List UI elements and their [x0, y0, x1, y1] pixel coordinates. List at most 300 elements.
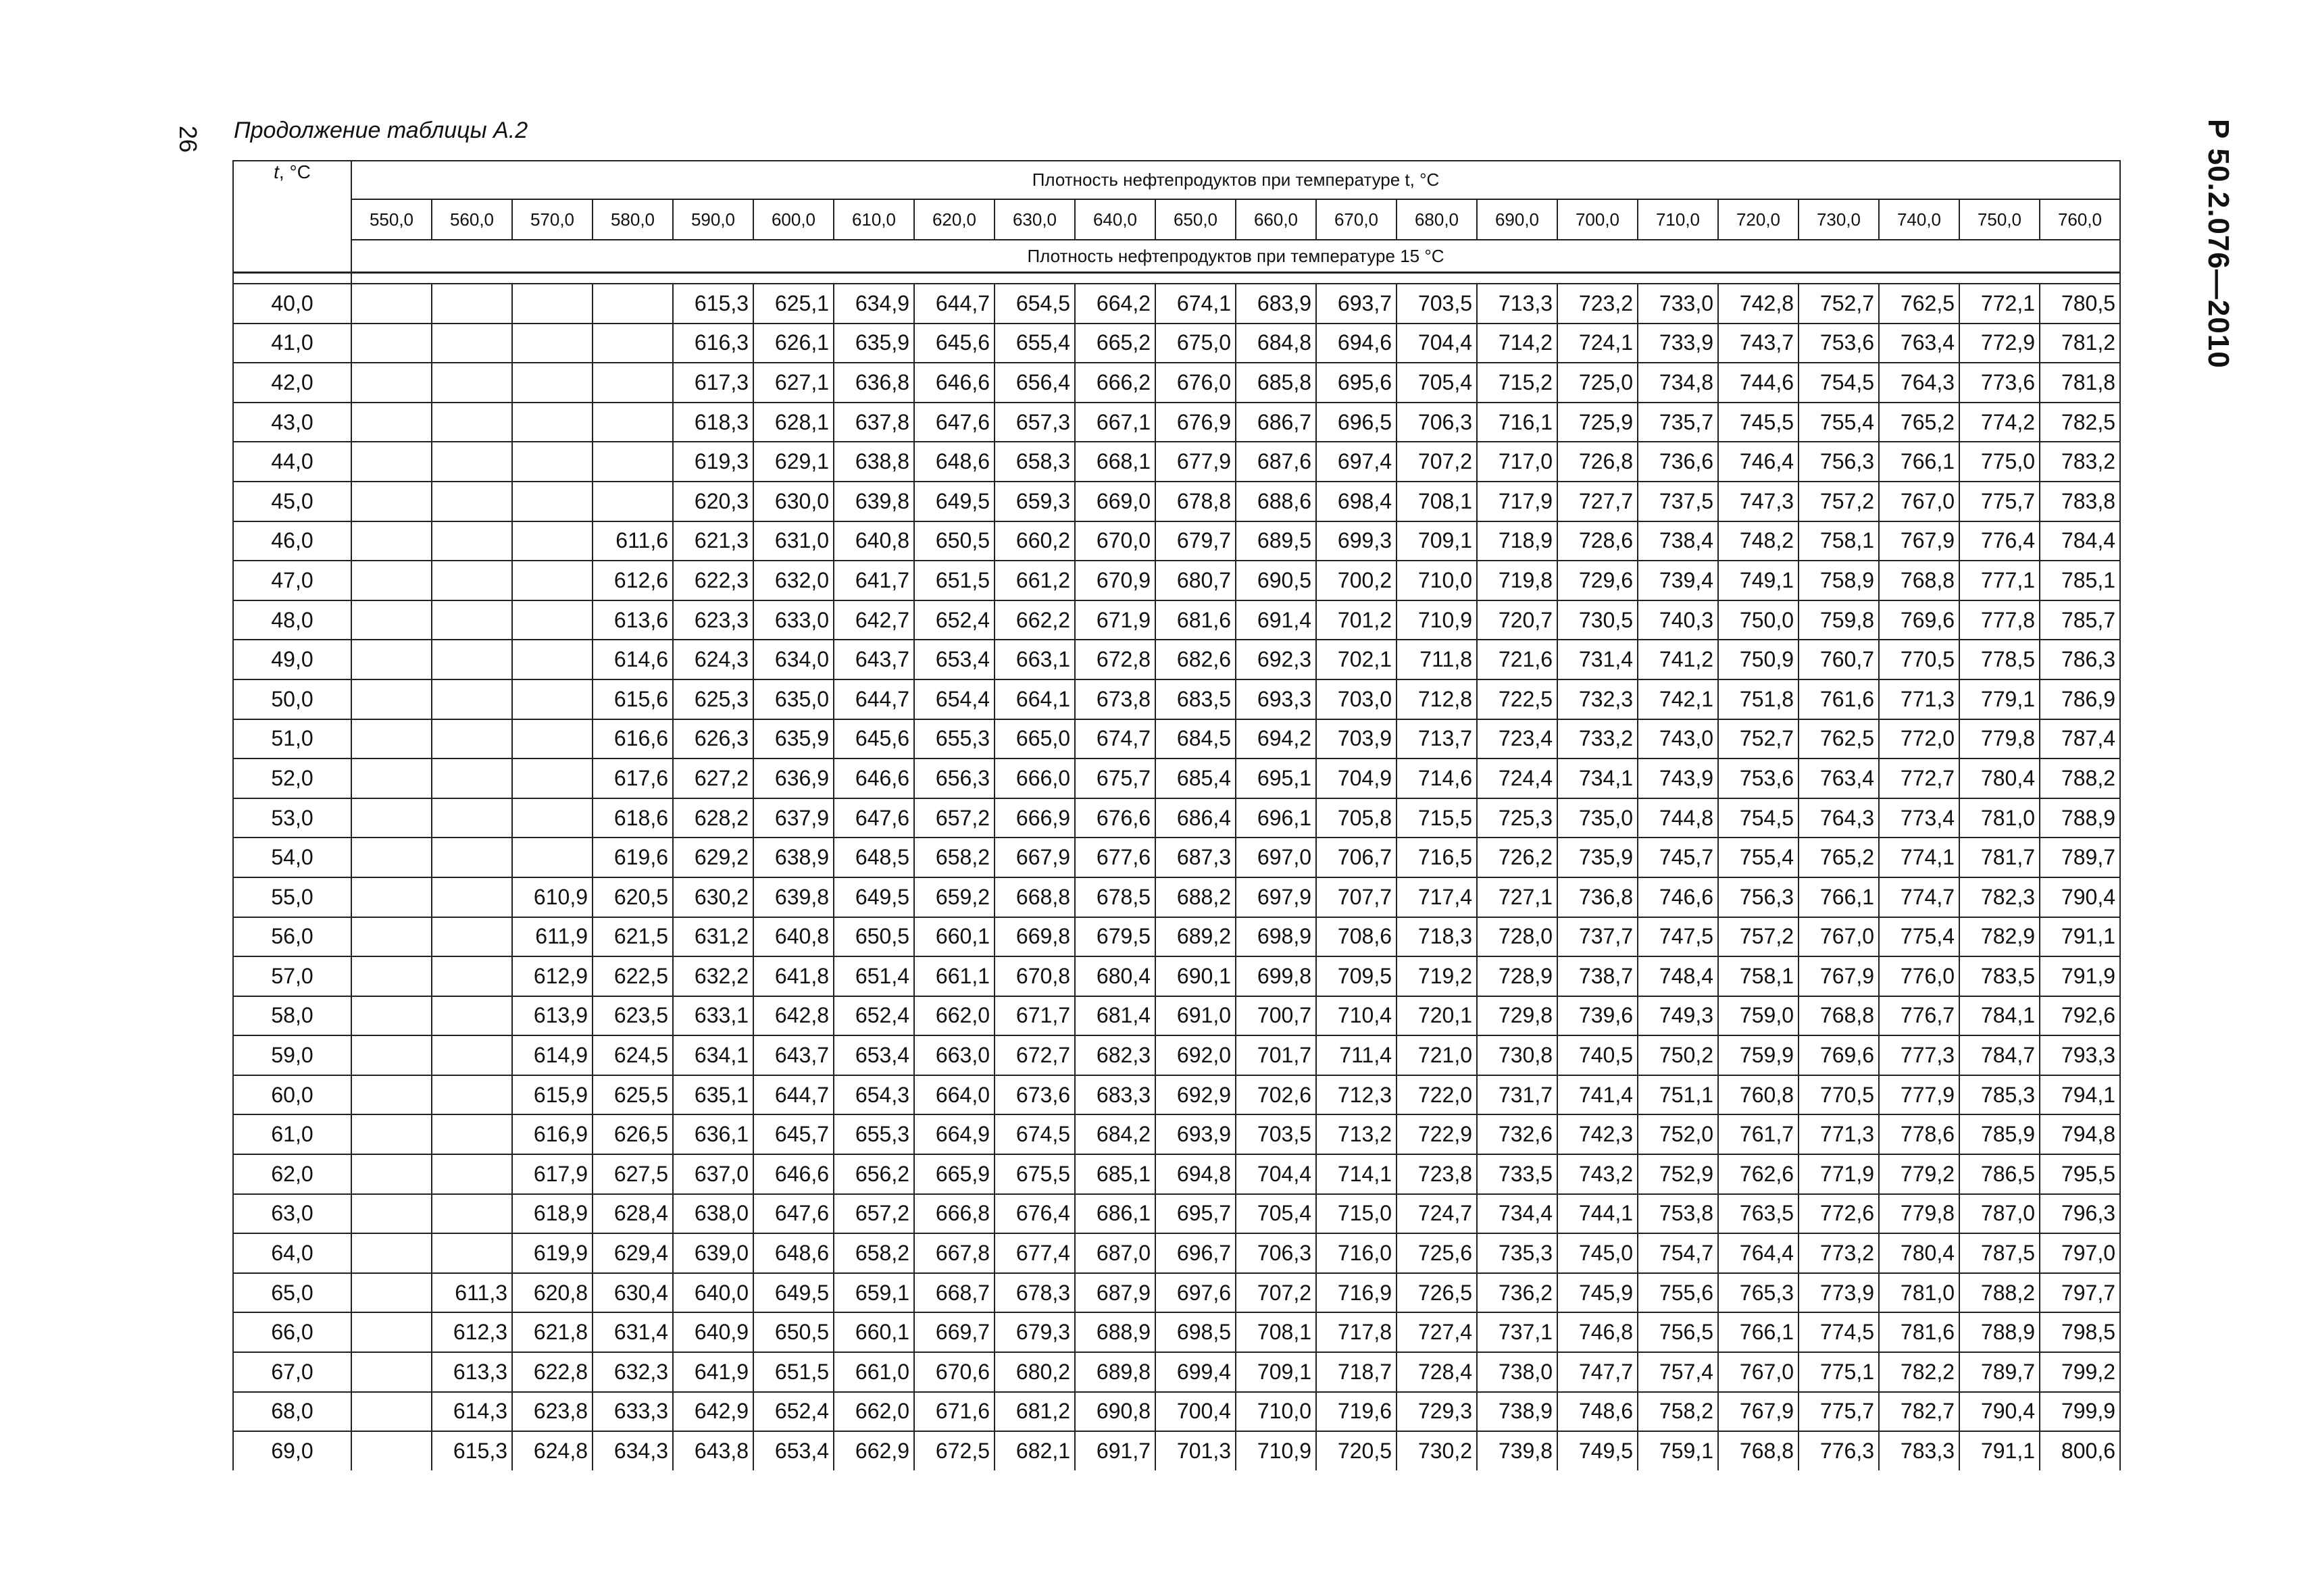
density-cell: 787,5 [1959, 1233, 2040, 1273]
density-cell: 722,9 [1397, 1114, 1477, 1154]
table-caption: Продолжение таблицы А.2 [234, 118, 528, 143]
density-cell [351, 640, 432, 679]
density-cell: 728,4 [1397, 1352, 1477, 1392]
temperature-cell: 49,0 [233, 640, 351, 679]
density-cell: 775,0 [1959, 442, 2040, 482]
density-cell: 729,8 [1477, 996, 1557, 1036]
density-cell: 778,6 [1879, 1114, 1959, 1154]
density-cell: 698,9 [1236, 917, 1316, 957]
density-cell: 632,0 [753, 561, 834, 600]
density-cell: 627,5 [593, 1154, 673, 1194]
density-cell: 743,0 [1638, 719, 1718, 759]
density-cell: 744,6 [1718, 363, 1799, 403]
density-cell: 734,1 [1557, 758, 1638, 798]
table-row [233, 996, 2120, 1036]
density-cell: 672,7 [995, 1035, 1075, 1075]
density-cell: 680,2 [995, 1352, 1075, 1392]
density-cell: 629,2 [673, 838, 753, 877]
density-cell: 691,4 [1236, 600, 1316, 640]
density-cell: 712,3 [1316, 1075, 1397, 1115]
temperature-cell: 51,0 [233, 719, 351, 759]
density-cell: 666,9 [995, 798, 1075, 838]
density-cell: 640,8 [834, 521, 914, 561]
density-cell: 750,9 [1718, 640, 1799, 679]
density-cell: 716,9 [1316, 1273, 1397, 1313]
density-cell: 786,9 [2040, 679, 2120, 719]
density-cell: 637,8 [834, 403, 914, 442]
density-cell: 760,7 [1799, 640, 1879, 679]
density-cell: 663,1 [995, 640, 1075, 679]
density-cell: 759,8 [1799, 600, 1879, 640]
density-cell: 751,1 [1638, 1075, 1718, 1115]
density-cell: 693,3 [1236, 679, 1316, 719]
density-cell: 724,7 [1397, 1194, 1477, 1234]
density-cell: 685,1 [1075, 1154, 1155, 1194]
page-number: 26 [174, 126, 202, 153]
density-cell: 660,2 [995, 521, 1075, 561]
density-cell: 634,0 [753, 640, 834, 679]
density-cell: 704,4 [1397, 324, 1477, 363]
density-cell: 721,0 [1397, 1035, 1477, 1075]
density-cell: 664,9 [914, 1114, 995, 1154]
table-row [233, 1075, 2120, 1115]
density-cell: 738,4 [1638, 521, 1718, 561]
density-cell: 648,6 [753, 1233, 834, 1273]
density-cell: 728,6 [1557, 521, 1638, 561]
density-cell: 660,1 [834, 1312, 914, 1352]
density-cell: 646,6 [914, 363, 995, 403]
density-cell [432, 798, 512, 838]
density-cell: 661,1 [914, 956, 995, 996]
density-cell: 757,2 [1718, 917, 1799, 957]
density-cell: 743,2 [1557, 1154, 1638, 1194]
density-cell: 724,1 [1557, 324, 1638, 363]
density-cell: 763,4 [1879, 324, 1959, 363]
density-column-header: 700,0 [1557, 199, 1638, 240]
density-cell: 749,1 [1718, 561, 1799, 600]
density-cell: 710,9 [1236, 1431, 1316, 1470]
density-cell: 640,9 [673, 1312, 753, 1352]
density-cell: 615,9 [512, 1075, 593, 1115]
density-cell: 642,7 [834, 600, 914, 640]
table-row [233, 521, 2120, 561]
density-cell: 752,7 [1799, 284, 1879, 324]
density-cell: 653,4 [914, 640, 995, 679]
density-cell: 789,7 [2040, 838, 2120, 877]
density-cell: 659,1 [834, 1273, 914, 1313]
density-cell: 681,6 [1155, 600, 1236, 640]
density-cell: 691,7 [1075, 1431, 1155, 1470]
density-cell: 783,3 [1879, 1431, 1959, 1470]
table-row [233, 838, 2120, 877]
density-cell: 680,7 [1155, 561, 1236, 600]
density-cell: 791,9 [2040, 956, 2120, 996]
density-cell: 665,0 [995, 719, 1075, 759]
density-cell: 701,2 [1316, 600, 1397, 640]
density-cell: 753,6 [1799, 324, 1879, 363]
density-cell: 617,9 [512, 1154, 593, 1194]
density-cell: 611,6 [593, 521, 673, 561]
density-cell: 726,2 [1477, 838, 1557, 877]
density-cell: 791,1 [1959, 1431, 2040, 1470]
density-cell: 630,4 [593, 1273, 673, 1313]
density-cell: 787,0 [1959, 1194, 2040, 1234]
density-cell: 767,9 [1879, 521, 1959, 561]
density-cell: 711,8 [1397, 640, 1477, 679]
density-cell: 754,5 [1799, 363, 1879, 403]
density-cell: 693,7 [1316, 284, 1397, 324]
density-cell: 697,9 [1236, 877, 1316, 917]
density-cell: 784,1 [1959, 996, 2040, 1036]
density-cell: 734,4 [1477, 1194, 1557, 1234]
density-cell: 715,5 [1397, 798, 1477, 838]
density-cell: 780,5 [2040, 284, 2120, 324]
density-cell: 645,7 [753, 1114, 834, 1154]
density-cell [351, 284, 432, 324]
density-cell: 684,2 [1075, 1114, 1155, 1154]
density-cell [351, 996, 432, 1036]
table-row [233, 324, 2120, 363]
density-cell: 717,0 [1477, 442, 1557, 482]
density-cell: 777,8 [1959, 600, 2040, 640]
density-cell: 661,2 [995, 561, 1075, 600]
density-cell [351, 679, 432, 719]
density-cell: 733,5 [1477, 1154, 1557, 1194]
density-cell: 787,4 [2040, 719, 2120, 759]
density-cell [512, 482, 593, 521]
density-cell: 635,9 [753, 719, 834, 759]
density-cell: 697,4 [1316, 442, 1397, 482]
density-cell: 767,9 [1799, 956, 1879, 996]
density-cell: 723,4 [1477, 719, 1557, 759]
density-cell: 671,9 [1075, 600, 1155, 640]
density-cell: 673,6 [995, 1075, 1075, 1115]
density-cell: 647,6 [914, 403, 995, 442]
density-cell: 739,8 [1477, 1431, 1557, 1470]
density-cell: 709,1 [1236, 1352, 1316, 1392]
density-cell: 776,0 [1879, 956, 1959, 996]
density-cell: 629,1 [753, 442, 834, 482]
density-cell: 703,0 [1316, 679, 1397, 719]
density-cell: 686,4 [1155, 798, 1236, 838]
density-cell: 734,8 [1638, 363, 1718, 403]
density-cell: 732,6 [1477, 1114, 1557, 1154]
density-cell [351, 917, 432, 957]
density-cell [351, 1233, 432, 1273]
density-column-header: 600,0 [753, 199, 834, 240]
density-cell: 740,5 [1557, 1035, 1638, 1075]
density-cell [432, 956, 512, 996]
temperature-cell: 69,0 [233, 1431, 351, 1470]
density-cell: 641,7 [834, 561, 914, 600]
temperature-cell: 45,0 [233, 482, 351, 521]
density-cell: 727,1 [1477, 877, 1557, 917]
density-cell: 797,7 [2040, 1273, 2120, 1313]
density-cell [351, 561, 432, 600]
density-cell: 716,0 [1316, 1233, 1397, 1273]
density-cell: 636,9 [753, 758, 834, 798]
density-cell: 654,3 [834, 1075, 914, 1115]
density-cell: 784,7 [1959, 1035, 2040, 1075]
density-cell: 645,6 [834, 719, 914, 759]
density-cell: 618,3 [673, 403, 753, 442]
density-cell: 775,7 [1799, 1392, 1879, 1432]
density-cell: 760,8 [1718, 1075, 1799, 1115]
density-cell [351, 838, 432, 877]
density-cell: 763,4 [1799, 758, 1879, 798]
density-cell: 794,1 [2040, 1075, 2120, 1115]
density-cell: 645,6 [914, 324, 995, 363]
density-cell: 712,8 [1397, 679, 1477, 719]
top-density-header: Плотность нефтепродуктов при температуре t, °С [351, 161, 2120, 199]
density-cell [351, 1035, 432, 1075]
density-cell: 625,5 [593, 1075, 673, 1115]
density-cell [432, 561, 512, 600]
density-cell: 661,0 [834, 1352, 914, 1392]
density-cell: 733,0 [1638, 284, 1718, 324]
density-cell: 658,3 [995, 442, 1075, 482]
density-cell: 758,1 [1799, 521, 1879, 561]
temperature-cell: 54,0 [233, 838, 351, 877]
density-cell: 691,0 [1155, 996, 1236, 1036]
density-cell [432, 640, 512, 679]
density-cell: 737,1 [1477, 1312, 1557, 1352]
density-cell: 694,6 [1316, 324, 1397, 363]
density-cell: 670,0 [1075, 521, 1155, 561]
density-cell: 732,3 [1557, 679, 1638, 719]
temperature-column-header: t, °С [233, 161, 351, 273]
density-cell: 703,9 [1316, 719, 1397, 759]
temperature-cell: 56,0 [233, 917, 351, 957]
density-column-header: 720,0 [1718, 199, 1799, 240]
table-row [233, 561, 2120, 600]
density-cell: 796,3 [2040, 1194, 2120, 1234]
density-cell [512, 561, 593, 600]
density-cell: 729,6 [1557, 561, 1638, 600]
density-cell: 749,3 [1638, 996, 1718, 1036]
density-cell: 677,6 [1075, 838, 1155, 877]
density-cell: 613,3 [432, 1352, 512, 1392]
density-cell: 666,2 [1075, 363, 1155, 403]
density-cell: 798,5 [2040, 1312, 2120, 1352]
density-cell: 708,1 [1397, 482, 1477, 521]
density-cell [432, 324, 512, 363]
density-cell: 618,9 [512, 1194, 593, 1234]
density-cell [432, 1154, 512, 1194]
density-cell: 782,3 [1959, 877, 2040, 917]
density-cell [351, 324, 432, 363]
density-cell: 768,8 [1718, 1431, 1799, 1470]
density-cell: 615,3 [432, 1431, 512, 1470]
density-cell: 776,4 [1959, 521, 2040, 561]
density-cell: 775,7 [1959, 482, 2040, 521]
density-cell: 692,3 [1236, 640, 1316, 679]
density-cell [351, 1075, 432, 1115]
density-cell: 781,6 [1879, 1312, 1959, 1352]
density-cell: 626,1 [753, 324, 834, 363]
density-cell: 767,9 [1718, 1392, 1799, 1432]
density-cell: 684,8 [1236, 324, 1316, 363]
density-cell [351, 956, 432, 996]
density-cell: 730,2 [1397, 1431, 1477, 1470]
density-cell: 626,3 [673, 719, 753, 759]
temperature-cell: 47,0 [233, 561, 351, 600]
table-row [233, 1312, 2120, 1352]
density-cell: 688,9 [1075, 1312, 1155, 1352]
density-cell: 662,2 [995, 600, 1075, 640]
density-cell: 743,7 [1718, 324, 1799, 363]
density-cell: 647,6 [834, 798, 914, 838]
density-cell: 668,1 [1075, 442, 1155, 482]
temperature-cell: 61,0 [233, 1114, 351, 1154]
density-cell: 795,5 [2040, 1154, 2120, 1194]
density-cell: 683,5 [1155, 679, 1236, 719]
table-row [233, 600, 2120, 640]
density-cell: 701,3 [1155, 1431, 1236, 1470]
density-cell: 724,4 [1477, 758, 1557, 798]
density-cell: 707,2 [1236, 1273, 1316, 1313]
density-cell: 690,5 [1236, 561, 1316, 600]
density-cell: 718,9 [1477, 521, 1557, 561]
temperature-cell: 58,0 [233, 996, 351, 1036]
density-cell: 664,0 [914, 1075, 995, 1115]
density-cell: 614,9 [512, 1035, 593, 1075]
density-cell [593, 482, 673, 521]
density-cell: 657,2 [834, 1194, 914, 1234]
density-cell: 676,0 [1155, 363, 1236, 403]
table-row [233, 1114, 2120, 1154]
density-cell: 728,9 [1477, 956, 1557, 996]
density-cell: 685,4 [1155, 758, 1236, 798]
density-cell: 670,9 [1075, 561, 1155, 600]
density-cell: 756,5 [1638, 1312, 1718, 1352]
density-cell: 782,5 [2040, 403, 2120, 442]
density-cell: 650,5 [914, 521, 995, 561]
table-row [233, 1392, 2120, 1432]
density-cell: 678,8 [1155, 482, 1236, 521]
density-column-header: 710,0 [1638, 199, 1718, 240]
density-cell: 739,6 [1557, 996, 1638, 1036]
density-cell: 652,4 [753, 1392, 834, 1432]
density-cell: 635,0 [753, 679, 834, 719]
density-cell [432, 877, 512, 917]
density-cell: 794,8 [2040, 1114, 2120, 1154]
density-cell: 690,8 [1075, 1392, 1155, 1432]
density-cell [512, 521, 593, 561]
density-cell: 771,3 [1799, 1114, 1879, 1154]
density-cell: 649,5 [753, 1273, 834, 1313]
density-cell: 781,7 [1959, 838, 2040, 877]
density-cell: 745,0 [1557, 1233, 1638, 1273]
density-cell: 674,1 [1155, 284, 1236, 324]
density-cell: 677,4 [995, 1233, 1075, 1273]
density-cell: 666,0 [995, 758, 1075, 798]
density-cell: 725,0 [1557, 363, 1638, 403]
density-column-header: 650,0 [1155, 199, 1236, 240]
density-cell: 750,0 [1718, 600, 1799, 640]
table-row [233, 284, 2120, 324]
density-column-header: 560,0 [432, 199, 512, 240]
density-cell: 730,8 [1477, 1035, 1557, 1075]
density-cell: 748,2 [1718, 521, 1799, 561]
density-cell: 707,2 [1397, 442, 1477, 482]
density-cell: 785,9 [1959, 1114, 2040, 1154]
density-cell: 680,4 [1075, 956, 1155, 996]
density-cell: 624,5 [593, 1035, 673, 1075]
density-cell: 651,5 [753, 1352, 834, 1392]
density-cell: 657,3 [995, 403, 1075, 442]
density-cell: 772,7 [1879, 758, 1959, 798]
density-cell: 761,7 [1718, 1114, 1799, 1154]
density-cell: 697,0 [1236, 838, 1316, 877]
density-cell: 747,5 [1638, 917, 1718, 957]
density-cell: 748,4 [1638, 956, 1718, 996]
density-cell: 702,1 [1316, 640, 1397, 679]
density-cell: 649,5 [914, 482, 995, 521]
density-cell: 665,2 [1075, 324, 1155, 363]
density-cell: 644,7 [753, 1075, 834, 1115]
table-row [233, 719, 2120, 759]
density-cell: 736,2 [1477, 1273, 1557, 1313]
density-cell [512, 838, 593, 877]
density-cell: 612,6 [593, 561, 673, 600]
density-cell: 693,9 [1155, 1114, 1236, 1154]
density-cell: 733,9 [1638, 324, 1718, 363]
density-cell [432, 917, 512, 957]
density-cell: 714,1 [1316, 1154, 1397, 1194]
density-cell [432, 758, 512, 798]
density-cell: 674,5 [995, 1114, 1075, 1154]
density-cell: 799,9 [2040, 1392, 2120, 1432]
temperature-cell: 52,0 [233, 758, 351, 798]
temperature-cell: 59,0 [233, 1035, 351, 1075]
density-cell: 713,3 [1477, 284, 1557, 324]
density-cell: 755,4 [1718, 838, 1799, 877]
density-cell: 786,3 [2040, 640, 2120, 679]
density-cell: 705,4 [1236, 1194, 1316, 1234]
density-cell: 690,1 [1155, 956, 1236, 996]
density-cell: 766,1 [1718, 1312, 1799, 1352]
temperature-cell: 65,0 [233, 1273, 351, 1313]
density-cell: 659,3 [995, 482, 1075, 521]
density-cell: 617,3 [673, 363, 753, 403]
density-cell: 668,7 [914, 1273, 995, 1313]
density-cell: 723,2 [1557, 284, 1638, 324]
density-column-header: 670,0 [1316, 199, 1397, 240]
density-cell [351, 403, 432, 442]
density-cell: 686,7 [1236, 403, 1316, 442]
density-cell: 656,3 [914, 758, 995, 798]
density-cell [432, 1114, 512, 1154]
density-cell: 700,2 [1316, 561, 1397, 600]
density-cell [512, 284, 593, 324]
density-cell: 773,6 [1959, 363, 2040, 403]
density-cell: 619,9 [512, 1233, 593, 1273]
density-cell: 664,2 [1075, 284, 1155, 324]
density-cell: 683,9 [1236, 284, 1316, 324]
density-cell: 673,8 [1075, 679, 1155, 719]
density-cell: 742,1 [1638, 679, 1718, 719]
density-cell [593, 284, 673, 324]
density-cell: 775,1 [1799, 1352, 1879, 1392]
density-cell [351, 1431, 432, 1470]
density-cell: 728,0 [1477, 917, 1557, 957]
density-cell: 710,0 [1397, 561, 1477, 600]
density-cell: 643,8 [673, 1431, 753, 1470]
density-column-header: 730,0 [1799, 199, 1879, 240]
density-cell: 695,1 [1236, 758, 1316, 798]
density-column-header: 570,0 [512, 199, 593, 240]
